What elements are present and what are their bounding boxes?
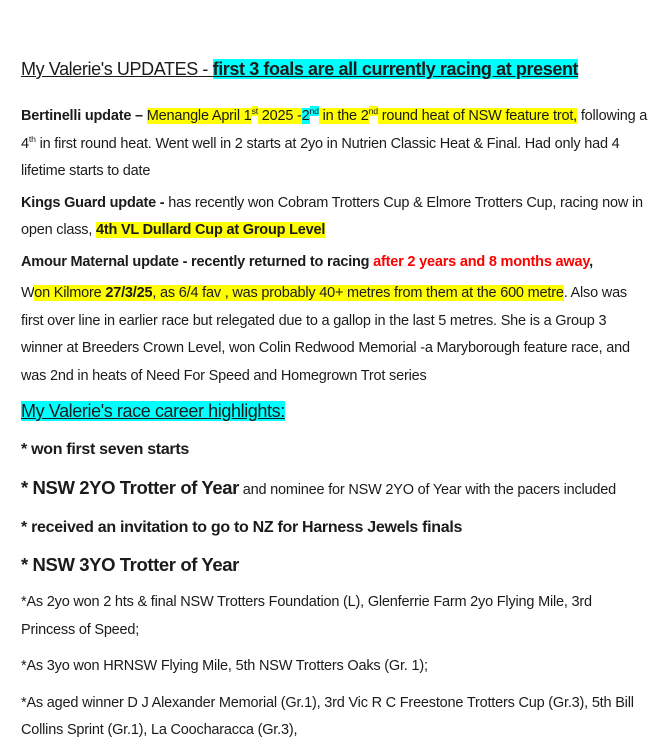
kilmore-date: 27/3/25: [105, 285, 153, 301]
bullet-nsw-2yo-rest: and nominee for NSW 2YO of Year with the pacers included: [238, 481, 616, 498]
kings-guard-highlight: 4th VL Dullard Cup at Group Level: [95, 222, 326, 238]
bertinelli-yellow-4: round heat of NSW feature trot,: [377, 108, 577, 124]
amour-lead: Amour Maternal update - recently returned to racing: [21, 253, 374, 270]
kilmore-rest: . Also was first over line in earlier race but relegated due to a gallop in the last 5 metres. She is a Group 3 winner at Breeders Crown Level, won Colin Redwood Memorial -a Maryborough feature race, and was 2nd in heats of Need For Speed and Homegrown Trot series: [21, 285, 630, 384]
bertinelli-lead: Bertinelli update –: [21, 108, 147, 124]
bullet-as-3yo: *As 3yo won HRNSW Flying Mile, 5th NSW Trotters Oaks (Gr. 1);: [21, 658, 428, 674]
bertinelli-yellow-2: 2025 -: [257, 108, 302, 124]
kilmore-yellow-2: , as 6/4 fav , was probably 40+ metres from them at the 600 metre: [152, 285, 564, 301]
bertinelli-cyan-place: 2: [301, 108, 310, 124]
paragraph-bertinelli-update: [21, 103, 648, 186]
bertinelli-rest-2: in first round heat. Went well in 2 starts at 2yo in Nutrien Classic Heat & Final. Had only had 4 lifetime starts to date: [21, 135, 620, 179]
bullet-as-2yo: *As 2yo won 2 hts & final NSW Trotters Foundation (L), Glenferrie Farm 2yo Flying Mile, 3rd Princess of Speed;: [21, 594, 592, 638]
bertinelli-yellow-3: in the 2: [318, 108, 369, 124]
page-title: [21, 56, 648, 82]
superscript-nd-cyan: nd: [309, 106, 319, 117]
bullet-nsw-3yo-trotter: * NSW 3YO Trotter of Year: [21, 554, 239, 575]
superscript-nd: nd: [368, 106, 378, 117]
title-text: My Valerie's UPDATES -: [21, 59, 213, 79]
bullet-nz-invitation: * received an invitation to go to NZ for Harness Jewels finals: [21, 518, 463, 536]
bullet-as-aged: *As aged winner D J Alexander Memorial (Gr.1), 3rd Vic R C Freestone Trotters Cup (Gr.3), 5th Bill Collins Sprint (Gr.1), La Coocharacca (Gr.3),: [21, 694, 634, 738]
career-header-text: My Valerie's race career highlights:: [21, 401, 285, 421]
paragraph-kings-guard-update: [21, 190, 648, 245]
superscript-st: st: [251, 106, 258, 117]
paragraph-amour-maternal-update: [21, 249, 648, 277]
bullet-nsw-2yo-trotter: [21, 473, 648, 505]
title-highlight: first 3 foals are all currently racing at present: [212, 59, 579, 79]
bullet-nsw-2yo-bold: * NSW 2YO Trotter of Year: [21, 476, 239, 498]
bullet-won-first-seven: * won first seven starts: [21, 441, 189, 458]
kilmore-yellow-1: on Kilmore: [34, 285, 106, 301]
kings-guard-body: has recently won Cobram Trotters Cup & Elmore Trotters Cup, racing now in open class,: [21, 194, 643, 238]
bertinelli-rest-1: following a 4: [21, 108, 648, 152]
kilmore-w: W: [21, 285, 35, 301]
paragraph-kilmore-win: [21, 280, 648, 390]
kings-guard-lead: Kings Guard update -: [21, 194, 169, 211]
bertinelli-yellow-1: Menangle April 1: [146, 108, 252, 124]
superscript-th: th: [28, 133, 36, 144]
amour-red-text: after 2 years and 8 months away: [373, 253, 590, 270]
section-header-career-highlights: [21, 398, 648, 424]
amour-tail: ,: [589, 253, 593, 270]
